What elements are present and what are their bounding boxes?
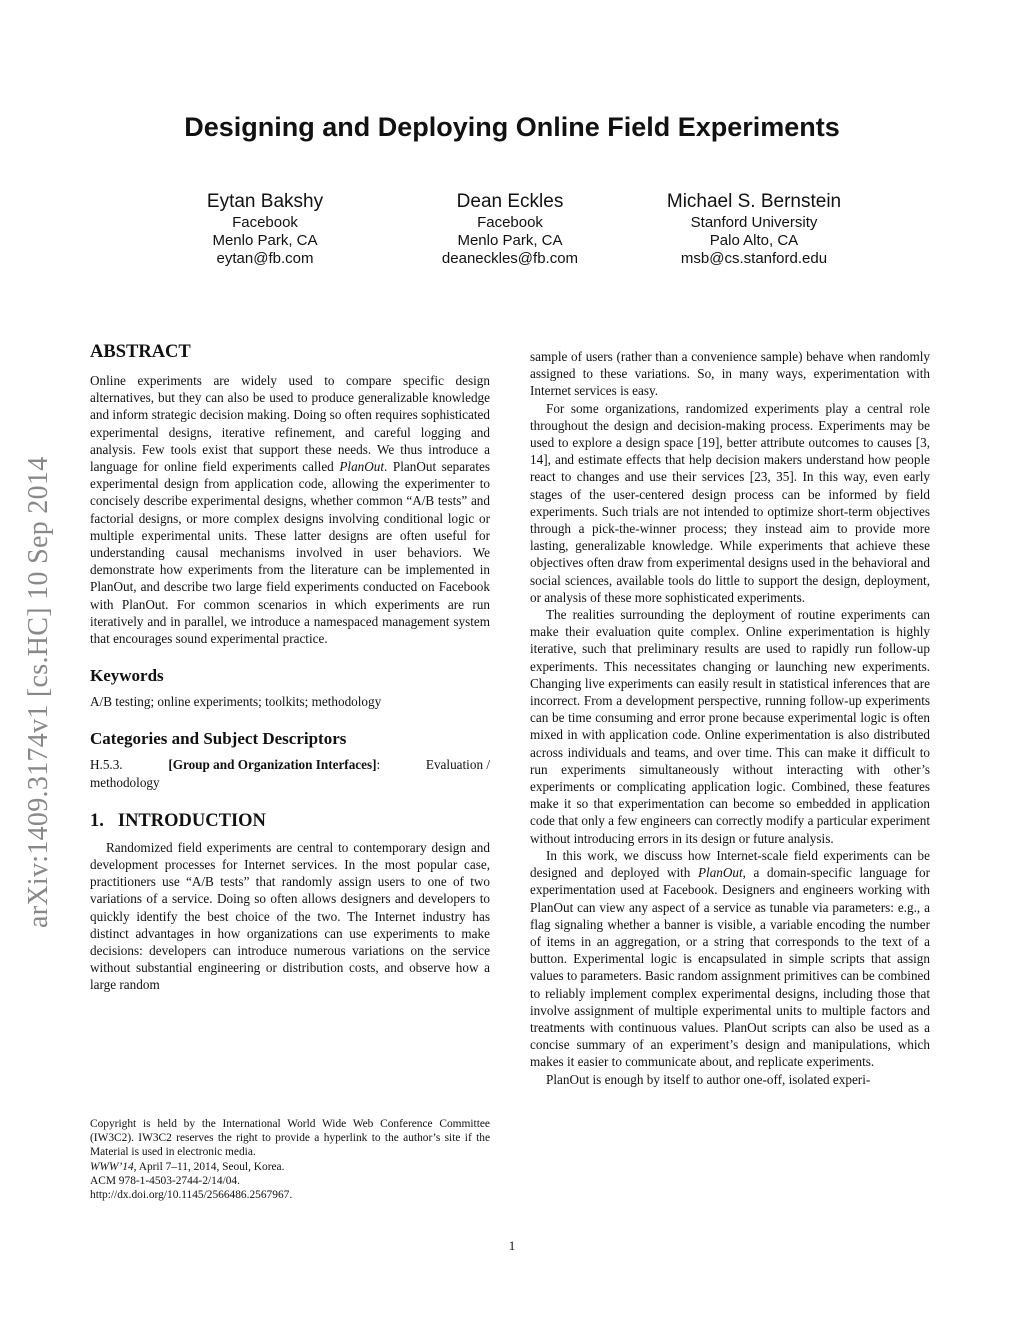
right-column: [530, 348, 930, 1088]
intro-paragraph-1: Randomized field experiments are central to contemporary design and development processes for Internet services. In the most popular case, practitioners use “A/B tests” that randomly assign users to one of two variations of a service. Doing so often allows designers and developers to quickly identify the best choice of the two. The Internet industry has distinct advantages in how organizations can use experiments to make decisions: developers can introduce numerous variations on the service without substantial engineering or distribution costs, and observe how a large random: [90, 839, 490, 993]
category-methodology: methodology: [90, 774, 160, 790]
author-3: [624, 190, 884, 268]
categories-heading: Categories and Subject Descriptors: [90, 729, 347, 749]
conference-name: WWW’14,: [90, 1160, 137, 1173]
intro-paragraph-4: [530, 847, 930, 1071]
section-title: INTRODUCTION: [117, 810, 266, 831]
acm-isbn: ACM 978-1-4503-2744-2/14/04.: [90, 1174, 240, 1187]
categories-descriptor: [90, 756, 490, 773]
copyright-notice: [90, 1117, 490, 1202]
conference-info: [90, 1160, 490, 1174]
intro-paragraph-3: The realities surrounding the deployment of routine experiments can make their evaluation quite complex. Online experimentation is highly iterative, such that preliminary results are used to rapidly run follow-up experiments. This necessitates changing or launching new experiments. Changing live experiments can easily result in statistical inferences that are incorrect. From a development perspective, running follow-up experiments can be time consuming and error prone because experimental logic is often mixed in with application code. Online experimentation is also distributed across individuals and teams, and over time. This can make it difficult to run experiments simultaneously without interacting with other’s experiments or complicating application logic. Combined, these features make it so that experimentation can become so embedded in application code that only a few engineers can correctly modify a particular experiment without introducing errors in its design or future analysis.: [530, 607, 930, 846]
abstract-text-part: Online experiments are widely used to compare specific design alternatives, but they can also be used to produce generalizable knowledge and inform strategic decision making. Doing so often requires sophisticated experimental designs, iterative refinement, and careful logging and analysis. Few tools exist that support these needs. We thus introduce a language for online field experiments called: [90, 373, 490, 475]
author-affiliation: Facebook: [232, 214, 298, 231]
author-email: deaneckles@fb.com: [441, 250, 579, 267]
author-2: [380, 190, 640, 268]
section-number: 1.: [90, 810, 104, 831]
abstract-text: [90, 372, 490, 647]
page-number: 1: [508, 1238, 516, 1253]
author-location: Palo Alto, CA: [709, 232, 799, 249]
category-group-name: [Group and Organization Interfaces]: [168, 757, 377, 773]
keywords-text: A/B testing; online experiments; toolkits; methodology: [90, 694, 382, 710]
keywords-heading: Keywords: [90, 666, 164, 686]
author-name: Michael S. Bernstein: [666, 191, 842, 212]
author-email: msb@cs.stanford.edu: [680, 250, 828, 267]
copyright-text: Copyright is held by the International World Wide Web Conference Committee (IW3C2). IW3C2 reserves the right to provide a hyperlink to the author’s site if the Material is used in electronic media.: [90, 1118, 490, 1159]
planout-name: PlanOut: [697, 865, 743, 881]
category-evaluation: Evaluation /: [425, 757, 490, 773]
abstract-heading: ABSTRACT: [90, 342, 191, 362]
author-name: Eytan Bakshy: [206, 191, 324, 212]
paper-title: Designing and Deploying Online Field Experiments: [184, 112, 840, 142]
abstract-text-part: . PlanOut separates experimental design from application code, allowing the experimenter to concisely describe experimental designs, whether common “A/B tests” and factorial designs, or more complex designs involving conditional logic or multiple experimental units. These latter designs are often useful for understanding causal mechanisms involved in user behaviors. We demonstrate how experiments from the literature can be implemented in PlanOut, and describe two large field experiments conducted on Facebook with PlanOut. For common scenarios in which experiments are run iteratively and in parallel, we introduce a namespaced management system that encourages sound experimental practice.: [90, 459, 490, 647]
intro-text-part: , a domain-specific language for experimentation used at Facebook. Designers and engineers working with PlanOut can view any aspect of a service as tunable via parameters: e.g., a flag signaling whether a banner is visible, a variable encoding the number of items in an aggregation, or a string that corresponds to the text of a button. Experimental logic is encapsulated in simple scripts that assign values to parameters. Basic random assignment primitives can be combined to reliably implement complex experimental designs, including those that involve assignment of multiple experimental units to multiple factors and treatments with continuous values. PlanOut scripts can also be used as a concise summary of an experiment’s design and manipulations, which makes it easier to communicate about, and replicate experiments.: [530, 865, 931, 1070]
author-affiliation: Stanford University: [690, 214, 818, 231]
intro-paragraph-1-continued: sample of users (rather than a convenience sample) behave when randomly assigned to these variations. So, in many ways, experimentation with Internet services is easy.: [530, 349, 930, 399]
category-code: H.5.3.: [90, 757, 123, 773]
author-1: [135, 190, 395, 268]
doi-link: http://dx.doi.org/10.1145/2566486.2567967.: [90, 1189, 293, 1202]
author-name: Dean Eckles: [456, 191, 564, 212]
category-colon: :: [376, 757, 381, 773]
intro-paragraph-2: For some organizations, randomized experiments play a central role throughout the design and decision-making process. Experiments may be used to explore a design space [19], better attribute outcomes to causes [3, 14], and estimate effects that help decision makers understand how people react to changes and use their services [23, 35]. In this way, even early stages of the user-centered design process can be informed by field experiments. Such trials are not intended to optimize short-term objectives through a pick-the-winner process; they instead aim to provide more lasting, generalizable knowledge. While experiments that achieve these objectives often draw from experimental designs used in the behavioral and social sciences, available tools do little to support the design, deployment, or analysis of these more sophisticated experiments.: [530, 400, 930, 605]
introduction-heading: [90, 809, 490, 833]
arxiv-identifier: arXiv:1409.3174v1 [cs.HC] 10 Sep 2014: [23, 456, 54, 928]
author-email: eytan@fb.com: [216, 250, 314, 267]
intro-paragraph-5: PlanOut is enough by itself to author one-off, isolated experi-: [546, 1071, 871, 1087]
conference-details: April 7–11, 2014, Seoul, Korea.: [136, 1160, 285, 1173]
intro-text-part: In this work, we discuss how Internet-scale field experiments can be designed and deployed with: [530, 847, 930, 881]
planout-name: PlanOut: [339, 459, 385, 475]
author-location: Menlo Park, CA: [212, 232, 318, 249]
category-group: [168, 756, 380, 773]
left-column: [90, 340, 490, 994]
author-location: Menlo Park, CA: [457, 232, 563, 249]
author-affiliation: Facebook: [477, 214, 543, 231]
